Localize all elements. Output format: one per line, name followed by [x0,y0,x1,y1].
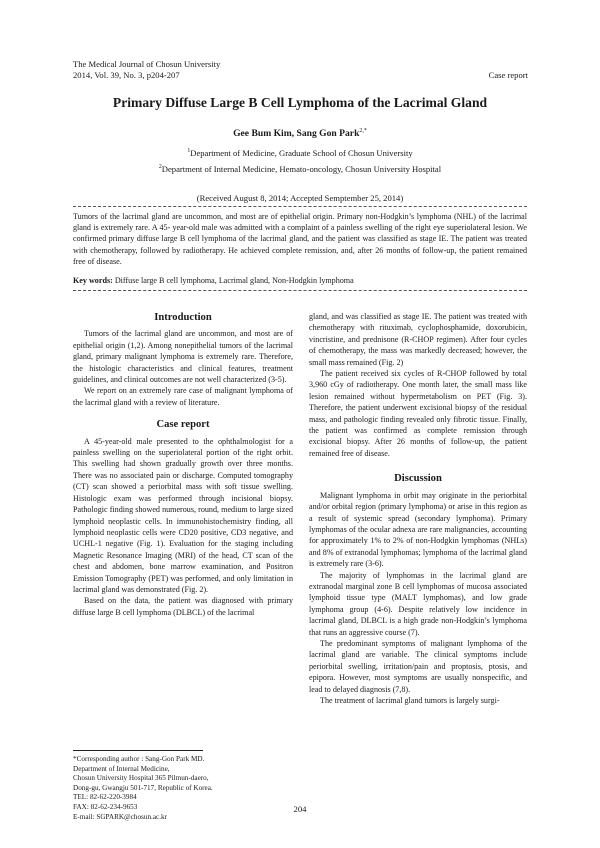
section-heading-discussion: Discussion [394,473,442,485]
keywords-label: Key words: [73,276,113,285]
paragraph: The treatment of lacrimal gland tumors is largely surgi- [320,696,500,705]
paragraph: Based on the data, the patient was diagnosed with primary diffuse large B cell lymphoma (DLBCL) of the lacrimal [73,596,293,617]
paragraph: The predominant symptoms of malignant lymphoma of the lacrimal gland are variable. The clinical symptoms include periorbital swelling, irritation/pain and proptosis, ptosis, and epipora. However, most symptoms are usually nonspecific, and lead to delayed diagnosis (7,8). [309,638,527,694]
author-names: Gee Bum Kim, Sang Gon Park [233,128,360,140]
left-column [73,312,293,618]
footnote-line: TEL: 82-62-220-3984 [73,793,137,802]
affiliation-mark: 1 [187,148,191,155]
section-heading-case-report: Case report [156,419,210,431]
journal-name: The Medical Journal of Chosun University [73,59,221,69]
affiliation-text: Department of Medicine, Graduate School of Chosun University [190,148,413,158]
section-heading-introduction: Introduction [154,312,212,323]
journal-citation: 2014, Vol. 39, No. 3, p204-207 [73,70,180,80]
abstract-bottom-divider [73,290,527,291]
affiliation-mark: 2 [158,164,162,171]
footnote-line: Dong-gu, Gwangju 501-717, Republic of Korea. [73,783,213,792]
affiliation-text: Department of Internal Medicine, Hemato-oncology, Chosun University Hospital [161,164,442,174]
footnote-line: Chosun University Hospital 365 Pilmun-daero, [73,774,209,783]
footnote-line: FAX: 82-62-234-9653 [73,802,138,811]
footnote-line: *Corresponding author : Sang-Gon Park MD. [73,755,205,763]
footnote-line: Department of Internal Medicine, [73,764,170,773]
abstract: Tumors of the lacrimal gland are uncommon, and most are of epithelial origin. Primary non-Hodgkin’s lymphoma (NHL) of the lacrimal gland is extremely rare. A 45- year-old male was admitted with a complaint of a painless swelling of the right eye superiolateral lesion. We confirmed primary diffuse large B cell lymphoma of the lacrimal gland, and the patient was classified as stage IE. The patient was treated with chemotherapy, followed by radiotherapy. He achieved complete remission, and, after 26 months of follow-up, the patient remained free of disease. [73,212,527,266]
article-title: Primary Diffuse Large B Cell Lymphoma of the Lacrimal Gland [112,95,488,110]
footnote-email: E-mail: SGPARK@chosun.ac.kr [73,812,167,821]
affiliation-2 [0,164,600,174]
paragraph: We report on an extremely rare case of malignant lymphoma of the lacrimal gland with a review of literature. [73,386,293,407]
journal-header [73,59,220,81]
paragraph: The patient received six cycles of R-CHOP followed by total 3,960 cGy of radiotherapy. One month later, the small mass like lesion remained without hypermetabolism on PET (Fig. 3). Therefore, the patient underwent excisional biopsy of the residual mass, and pathologic finding revealed only fibrotic tissue. Finally, the patient was confirmed as complete remission through excisional biopsy. After 26 months of follow-up, the patient remained free of disease. [309,369,527,458]
keywords [73,276,527,285]
article-type: Case report [488,70,528,80]
author-line [0,128,600,139]
received-dates: (Received August 8, 2014; Accepted Semptember 25, 2014) [196,193,404,203]
paragraph: The majority of lymphomas in the lacrimal gland are extranodal marginal zone B cell lymphomas of mucosa associated lymphoid tissue type (MALT lymphomas), and low grade lymphoma group (4-6). Despite relatively low incidence in lacrimal gland, DLBCL is a high grade non-Hodgkin’s lymphoma that runs an aggressive course (7). [309,570,527,637]
affiliation-1 [0,148,600,158]
paragraph: Malignant lymphoma in orbit may originate in the periorbital and/or orbital region (primary lymphoma) or arise in this region as a result of systemic spread (secondary lymphoma). Primary lymphomas of the ocular adnexa are rare malignancies, accounting for approximately 1% to 2% of non-Hodgkin lymphomas (NHLs) and 8% of extranodal lymphomas; lymphoma of the lacrimal gland is extremely rare (3-6). [309,490,527,569]
keywords-text: Diffuse large B cell lymphoma, Lacrimal gland, Non-Hodgkin lymphoma [114,276,354,285]
footnote-rule [73,750,203,751]
page-number: 204 [293,804,307,814]
paragraph: A 45-year-old male presented to the ophthalmologist for a painless swelling on the superiolateral portion of the right orbit. This swelling had shown gradually growth over three months. There was no associated pain or discharge. Computed tomography (CT) scan showed a periorbital mass with soft tissue swelling. Histologic exam was performed through incisional biopsy. Pathologic finding showed numerous, round, medium to large sized lymphoid neoplastic cells. In immunohistochemistry finding, all lymphoid neoplastic cells were CD20 positive, CD3 negative, and UCHL-1 negative (Fig. 1). Evaluation for the staging including Magnetic Resonance Imaging (MRI) of the head, CT scan of the chest and abdomen, bone marrow examination, and Positron Emission Tomography (PET) was performed, and only limitation in lacrimal gland was demonstrated (Fig. 2). [73,436,293,594]
author-marks: 2,* [359,128,367,134]
abstract-top-divider [73,206,527,207]
paragraph: gland, and was classified as stage IE. The patient was treated with chemotherapy with rituximab, cyclophosphamide, doxorubicin, vincristine, and prednisone (R-CHOP regimen). After four cycles of chemotherapy, the mass was markedly decreased; however, the small mass remained (Fig. 2) [309,312,527,367]
paragraph: Tumors of the lacrimal gland are uncommon, and most are of epithelial origin (1,2). Among nonepithelial tumors of the lacrimal gland, primary malignant lymphoma is extremely rare. Therefore, the histologic characteristics and clinical features, treatment guidelines, and clinical outcomes are not well characterized (3-5). [73,329,293,385]
right-column [309,311,527,706]
